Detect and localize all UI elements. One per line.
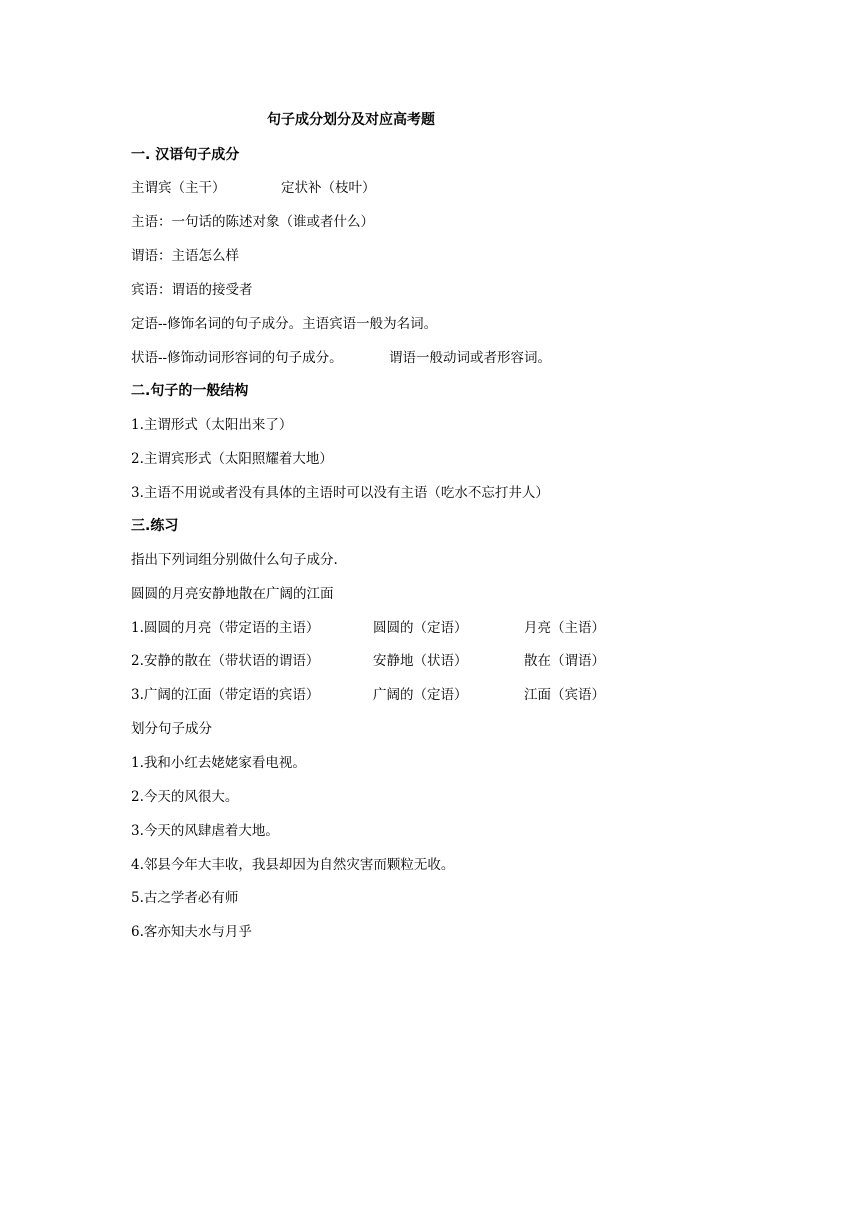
attributive-definition: 定语--修饰名词的句子成分。主语宾语一般为名词。	[131, 316, 438, 332]
analysis-row-1-phrase: 1.圆圆的月亮（带定语的主语）	[131, 620, 320, 636]
section-3-heading: 三.练习	[131, 518, 179, 534]
predicate-definition: 谓语：主语怎么样	[131, 248, 239, 264]
section-2-heading: 二.句子的一般结构	[131, 383, 249, 399]
practice-sentence-2: 2.今天的风很大。	[131, 789, 239, 805]
adverbial-definition: 状语--修饰动词形容词的句子成分。	[131, 350, 343, 366]
modifier-components-text: 定状补（枝叶）	[281, 180, 376, 196]
practice-sentence-6: 6.客亦知夫水与月乎	[131, 924, 252, 940]
analysis-row-3-phrase: 3.广阔的江面（带定语的宾语）	[131, 687, 320, 703]
practice-sentence-4: 4.邻县今年大丰收，我县却因为自然灾害而颗粒无收。	[131, 857, 455, 873]
practice-sentence-5: 5.古之学者必有师	[131, 890, 239, 906]
structure-item-2: 2.主谓宾形式（太阳照耀着大地）	[131, 451, 333, 467]
analysis-row-2-head: 散在（谓语）	[524, 653, 605, 669]
analysis-row-3-head: 江面（宾语）	[524, 687, 605, 703]
exercise-instruction: 指出下列词组分别做什么句子成分.	[131, 552, 338, 568]
structure-item-1: 1.主谓形式（太阳出来了）	[131, 417, 293, 433]
main-components-text: 主谓宾（主干）	[131, 180, 226, 196]
practice-sentence-1: 1.我和小红去姥姥家看电视。	[131, 755, 306, 771]
analysis-row-1-head: 月亮（主语）	[524, 620, 605, 636]
structure-item-3: 3.主语不用说或者没有具体的主语时可以没有主语（吃水不忘打井人）	[131, 485, 549, 501]
analysis-row-2-modifier: 安静地（状语）	[373, 653, 468, 669]
analysis-row-2-phrase: 2.安静的散在（带状语的谓语）	[131, 653, 320, 669]
predicate-note: 谓语一般动词或者形容词。	[389, 350, 551, 366]
analysis-row-1-modifier: 圆圆的（定语）	[373, 620, 468, 636]
object-definition: 宾语：谓语的接受者	[131, 282, 253, 298]
analysis-row-3-modifier: 广阔的（定语）	[373, 687, 468, 703]
document-title: 句子成分划分及对应高考题	[267, 112, 435, 128]
section-1-heading: 一. 汉语句子成分	[131, 147, 240, 163]
exercise-instruction-2: 划分句子成分	[131, 721, 212, 737]
example-sentence: 圆圆的月亮安静地散在广阔的江面	[131, 586, 334, 602]
subject-definition: 主语：一句话的陈述对象（谁或者什么）	[131, 214, 374, 230]
practice-sentence-3: 3.今天的风肆虐着大地。	[131, 823, 279, 839]
